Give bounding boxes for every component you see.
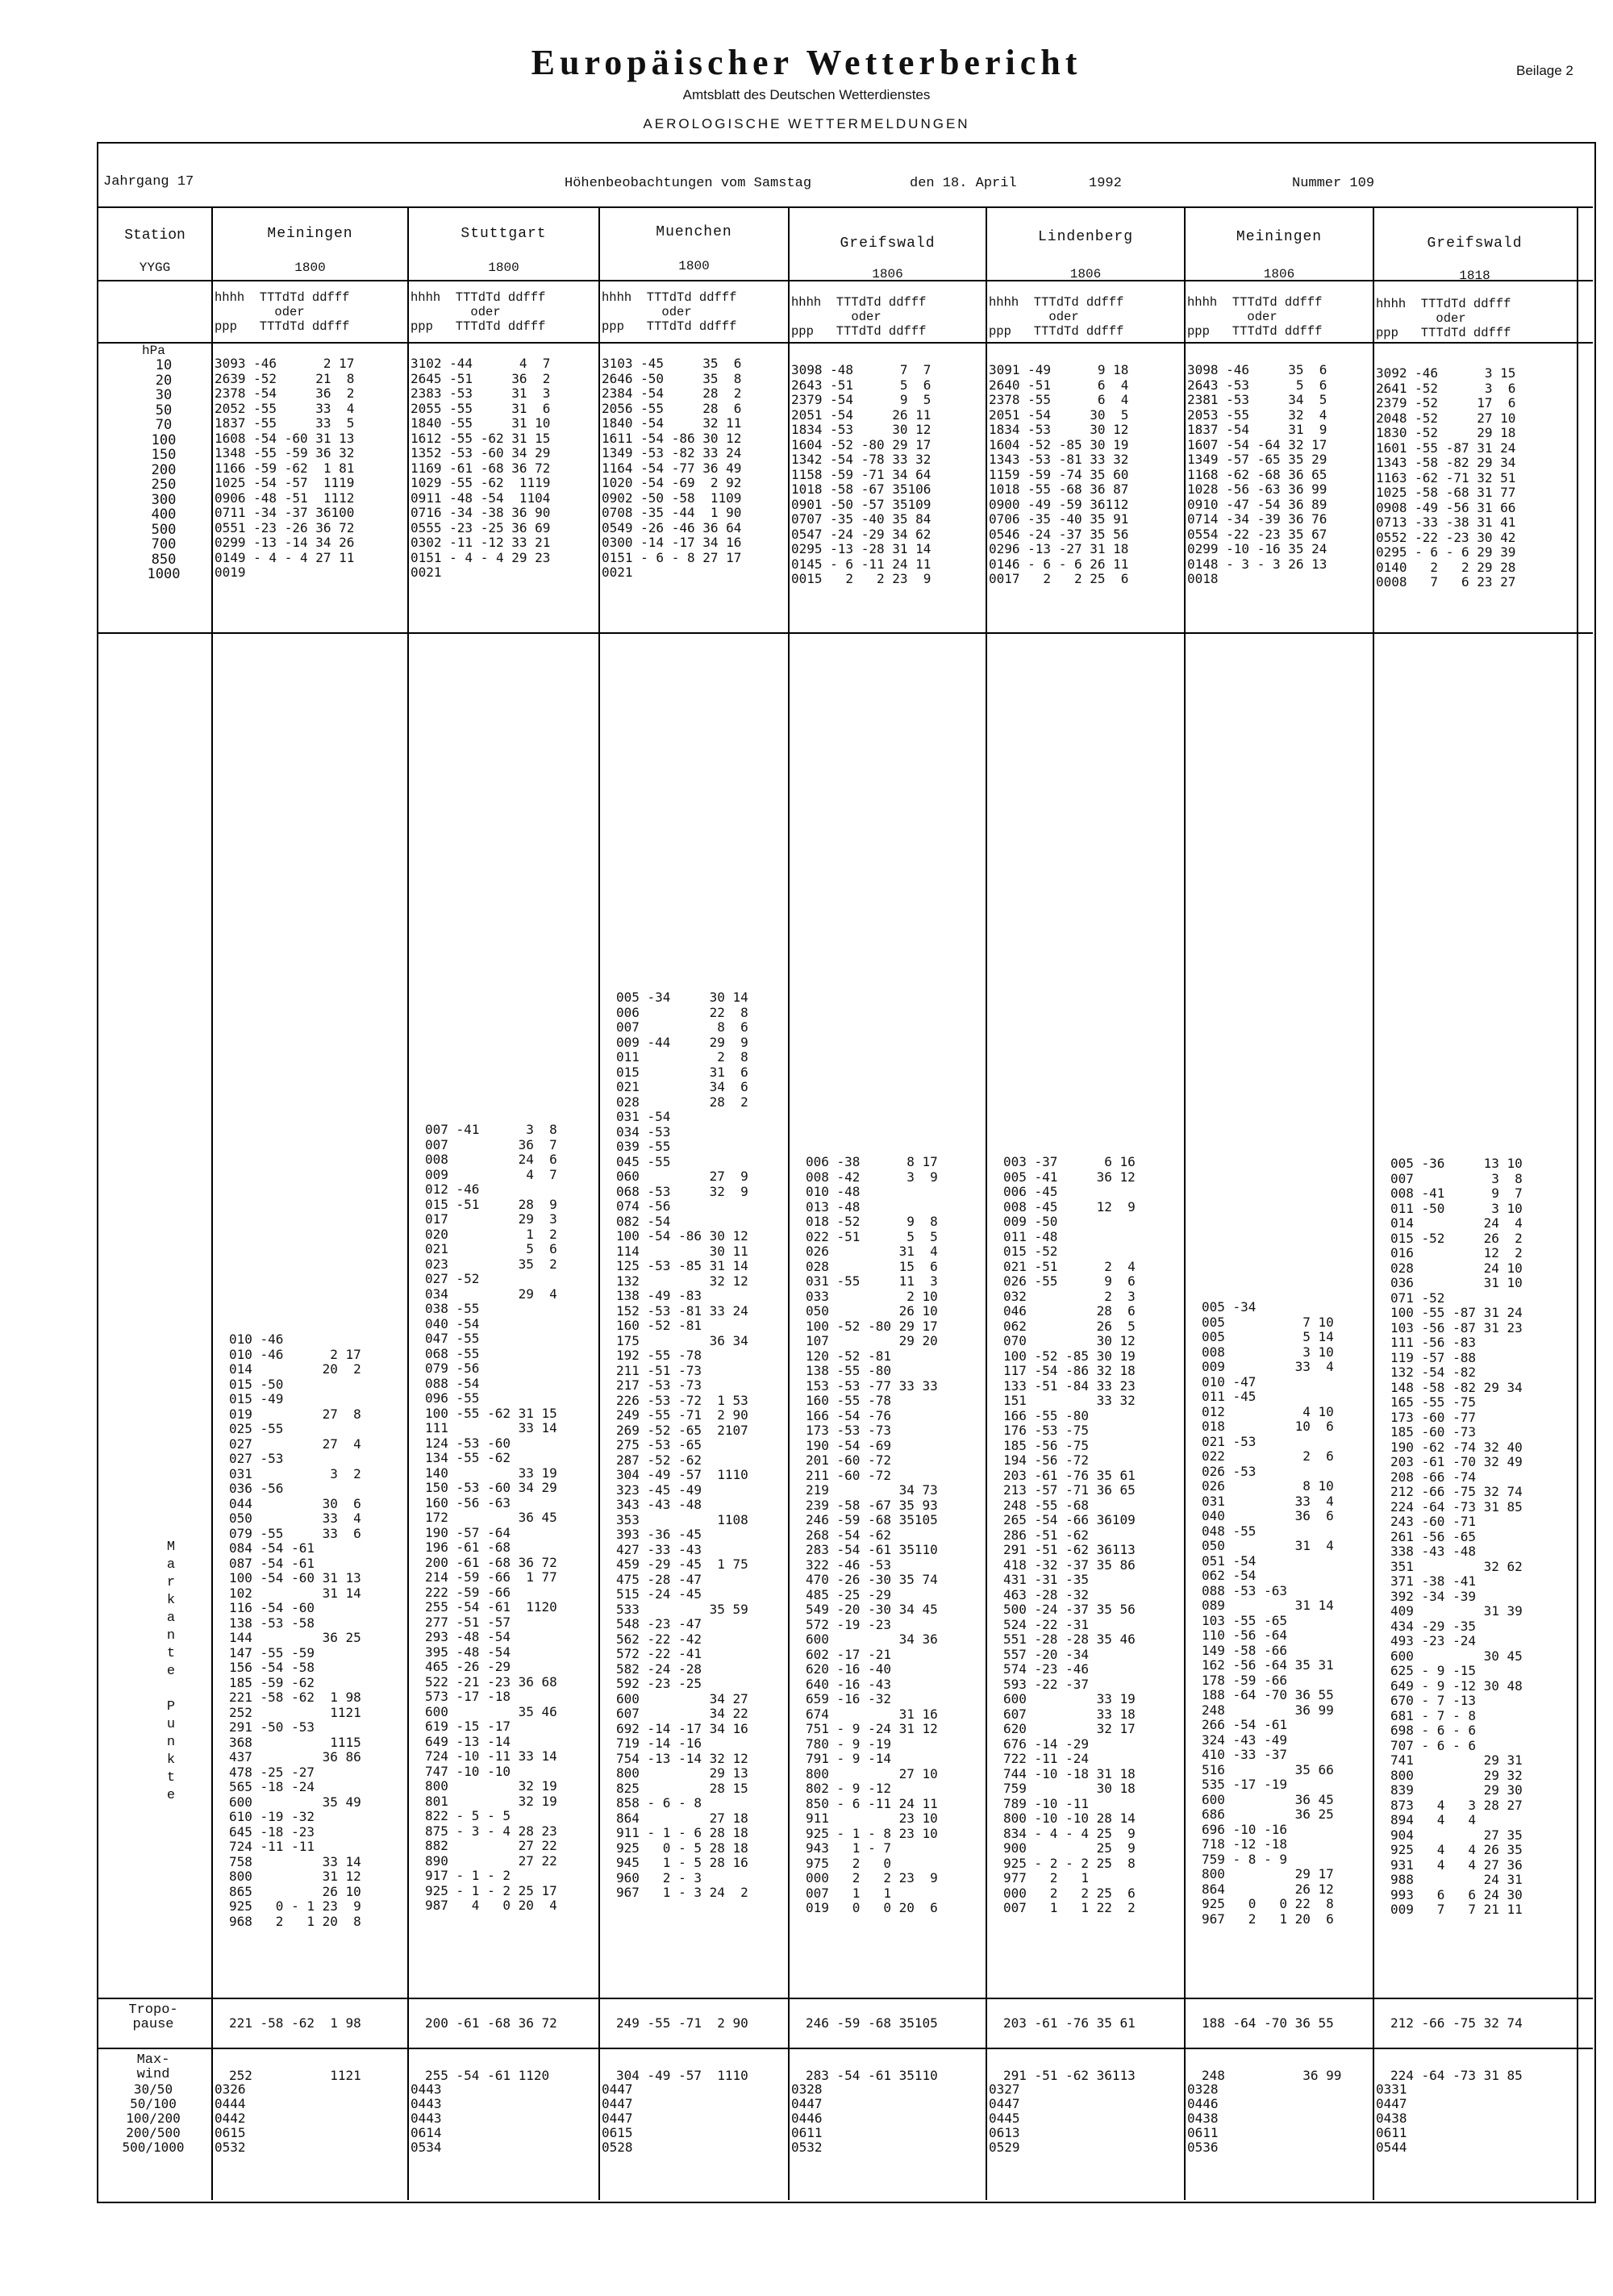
column-header: ppp TTTdTd ddfff [215, 319, 350, 334]
maxwind-values: 252 1121 [229, 2068, 361, 2083]
tropopause-values: 249 -55 -71 2 90 [616, 2015, 748, 2031]
column-header: hhhh TTTdTd ddfff [989, 295, 1124, 310]
significant-levels: 005 -36 13 10 007 3 8 008 -41 9 7 011 -50 3 10 014 24 4 015 -52 26 2 016 12 2 028 24 10 036 31 10 071 -52 100 -55 -87 31 24 103 -56 -87 31 23 111 -56 -83 119 -57 -88 132 -54 -82 148 -58 -82 29 34 165 -55 -75 173 -60 -77 185 -60 -73 190 -62 -74 32 40 203 -61 -70 32 49 208 -66 -74 212 -66 -75 32 74 224 -64 -73 31 85 243 -60 -71 261 -56 -65 338 -43 -48 351 32 62 371 -38 -41 392 -34 -39 409 31 39 434 -29 -35 493 -23 -24 600 30 45 625 - 9 -15 649 - 9 -12 30 48 670 - 7 -13 681 - 7 - 8 698 - 6 - 6 707 - 6 - 6 741 29 31 800 29 32 839 29 30 873 4 3 28 27 894 4 4 904 27 35 925 4 4 26 35 931 4 4 27 36 988 24 31 993 6 6 24 30 009 7 7 21 11 [1390, 1156, 1523, 1917]
page-title: Europäischer Wetterbericht [531, 43, 1082, 82]
standard-levels: 3098 -46 35 6 2643 -53 5 6 2381 -53 34 5 2053 -55 32 4 1837 -54 31 9 1607 -54 -64 32 17 1349 -57 -65 35 29 1168 -62 -68 36 65 1028 -56 -63 36 99 0910 -47 -54 36 89 0714 -34 -39 36 76 0554 -22 -23 35 67 0299 -10 -16 35 24 0148 - 3 - 3 26 13 0018 [1187, 362, 1327, 586]
maxwind-values: 291 -51 -62 36113 [1003, 2068, 1136, 2083]
tropopause-label: Tropo- pause [128, 2002, 178, 2032]
pressure-levels: 10 20 30 50 70 100 150 200 250 300 400 500 700 850 1000 [147, 357, 181, 582]
column-rule [211, 206, 213, 2200]
column-header: oder [989, 310, 1079, 324]
significant-levels: 010 -46 010 -46 2 17 014 20 2 015 -50 015 -49 019 27 8 025 -55 027 27 4 027 -53 031 3 2 036 -56 044 30 6 050 33 4 079 -55 33 6 084 -54 -61 087 -54 -61 100 -54 -60 31 13 102 31 14 116 -54 -60 138 -53 -58 144 36 25 147 -55 -59 156 -54 -58 185 -59 -62 221 -58 -62 1 98 252 1121 291 -50 -53 368 1115 437 36 86 478 -25 -27 565 -18 -24 600 35 49 610 -19 -32 645 -18 -23 724 -11 -11 758 33 14 800 31 12 865 26 10 925 0 - 1 23 9 968 2 1 20 8 [229, 1331, 361, 1929]
markante-letter: M [166, 1540, 176, 1555]
maxwind-values: 248 36 99 [1202, 2068, 1342, 2083]
issue-number: Nummer 109 [1292, 176, 1375, 191]
markante-letter: a [166, 1611, 176, 1626]
station-time: 1800 [488, 260, 519, 275]
shear-labels: 30/50 50/100 100/200 200/500 500/1000 [122, 2081, 185, 2155]
markante-letter: r [166, 1575, 176, 1590]
column-header: oder [215, 305, 305, 319]
column-header: oder [411, 305, 501, 319]
rule [97, 206, 1593, 208]
markante-letter: P [166, 1699, 176, 1715]
column-header: oder [791, 310, 882, 324]
station-time: 1806 [1069, 267, 1102, 281]
tropopause-values: 212 -66 -75 32 74 [1390, 2015, 1523, 2031]
maxwind-values: 255 -54 -61 1120 [425, 2068, 550, 2083]
maxwind-label: Max- wind [136, 2052, 170, 2082]
column-header: oder [602, 305, 692, 319]
station-time: 1800 [294, 260, 326, 275]
column-rule [788, 206, 790, 2200]
station-time: 1818 [1459, 269, 1490, 283]
markante-letter [161, 1681, 181, 1698]
supplement-label: Beilage 2 [1516, 63, 1573, 78]
station-time: 1800 [678, 259, 710, 273]
station-time: 1806 [1263, 267, 1295, 281]
column-rule [1373, 206, 1374, 2200]
column-rule [407, 206, 409, 2200]
column-rule [1577, 206, 1578, 2200]
year: 1992 [1089, 176, 1122, 191]
markante-letter: n [166, 1735, 176, 1750]
section-title: AEROLOGISCHE WETTERMELDUNGEN [643, 116, 970, 131]
tropopause-values: 221 -58 -62 1 98 [229, 2015, 361, 2031]
tropopause-values: 188 -64 -70 36 55 [1202, 2015, 1334, 2031]
station-name: Muenchen [656, 224, 732, 240]
column-header: hhhh TTTdTd ddfff [1376, 297, 1511, 311]
markante-letter: u [166, 1717, 176, 1732]
shear-values: 0328 0447 0446 0611 0532 [791, 2081, 823, 2155]
column-header: oder [1376, 311, 1466, 326]
column-rule [986, 206, 987, 2200]
station-name: Meiningen [1236, 229, 1323, 245]
shear-values: 0331 0447 0438 0611 0544 [1376, 2081, 1407, 2155]
maxwind-values: 304 -49 -57 1110 [616, 2068, 748, 2083]
yygg-label: YYGG [139, 260, 171, 275]
significant-levels: 003 -37 6 16 005 -41 36 12 006 -45 008 -45 12 9 009 -50 011 -48 015 -52 021 -51 2 4 026 -55 9 6 032 2 3 046 28 6 062 26 5 070 30 12 100 -52 -85 30 19 117 -54 -86 32 18 133 -51 -84 33 23 151 33 32 166 -55 -80 176 -53 -75 185 -56 -75 194 -56 -72 203 -61 -76 35 61 213 -57 -71 36 65 248 -55 -68 265 -54 -66 36109 286 -51 -62 291 -51 -62 36113 418 -32 -37 35 86 431 -31 -35 463 -28 -32 500 -24 -37 35 56 524 -22 -31 551 -28 -28 35 46 557 -20 -34 574 -23 -46 593 -22 -37 600 33 19 607 33 18 620 32 17 676 -14 -29 722 -11 -24 744 -10 -18 31 18 759 30 18 789 -10 -11 800 -10 -10 28 14 834 - 4 - 4 25 9 900 25 9 925 - 2 - 2 25 8 977 2 1 000 2 2 25 6 007 1 1 22 2 [1003, 1154, 1136, 1915]
rule [97, 2048, 1593, 2049]
shear-values: 0443 0443 0443 0614 0534 [411, 2081, 442, 2155]
tropopause-values: 246 -59 -68 35105 [806, 2015, 938, 2031]
hpa-label: hPa [142, 344, 165, 358]
rule [97, 342, 1593, 344]
column-rule [1184, 206, 1186, 2200]
station-name: Stuttgart [461, 226, 547, 242]
station-name: Meiningen [267, 226, 353, 242]
station-name: Greifswald [840, 235, 936, 252]
markante-letter: e [166, 1664, 176, 1679]
column-header: hhhh TTTdTd ddfff [602, 290, 737, 305]
column-header: oder [1187, 310, 1277, 324]
observation-title: Höhenbeobachtungen vom Samstag [565, 176, 812, 191]
column-header: hhhh TTTdTd ddfff [791, 295, 927, 310]
significant-levels: 007 -41 3 8 007 36 7 008 24 6 009 4 7 012 -46 015 -51 28 9 017 29 3 020 1 2 021 5 6 023 35 2 027 -52 034 29 4 038 -55 040 -54 047 -55 068 -55 079 -56 088 -54 096 -55 100 -55 -62 31 15 111 33 14 124 -53 -60 134 -55 -62 140 33 19 150 -53 -60 34 29 160 -56 -63 172 36 45 190 -57 -64 196 -61 -68 200 -61 -68 36 72 214 -59 -66 1 77 222 -59 -66 255 -54 -61 1120 277 -51 -57 293 -48 -54 395 -48 -54 465 -26 -29 522 -21 -23 36 68 573 -17 -18 600 35 46 619 -15 -17 649 -13 -14 724 -10 -11 33 14 747 -10 -10 800 32 19 801 32 19 822 - 5 - 5 875 - 3 - 4 28 23 882 27 22 890 27 22 917 - 1 - 2 925 - 1 - 2 25 17 987 4 0 20 4 [425, 1122, 557, 1913]
markante-letter: a [166, 1557, 176, 1573]
significant-levels: 006 -38 8 17 008 -42 3 9 010 -48 013 -48 018 -52 9 8 022 -51 5 5 026 31 4 028 15 6 031 -55 11 3 033 2 10 050 26 10 100 -52 -80 29 17 107 29 20 120 -52 -81 138 -55 -80 153 -53 -77 33 33 160 -55 -78 166 -54 -76 173 -53 -73 190 -54 -69 201 -60 -72 211 -60 -72 219 34 73 239 -58 -67 35 93 246 -59 -68 35105 268 -54 -62 283 -54 -61 35110 322 -46 -53 470 -26 -30 35 74 485 -25 -29 549 -20 -30 34 45 572 -19 -23 600 34 36 602 -17 -21 620 -16 -40 640 -16 -43 659 -16 -32 674 31 16 751 - 9 -24 31 12 780 - 9 -19 791 - 9 -14 800 27 10 802 - 9 -12 850 - 6 -11 24 11 911 23 10 925 - 1 - 8 23 10 943 1 - 7 975 2 0 000 2 2 23 9 007 1 1 019 0 0 20 6 [806, 1154, 938, 1915]
maxwind-values: 283 -54 -61 35110 [806, 2068, 938, 2083]
markante-letter: k [166, 1593, 176, 1608]
shear-values: 0447 0447 0447 0615 0528 [602, 2081, 633, 2155]
date: den 18. April [910, 176, 1017, 191]
column-header: ppp TTTdTd ddfff [989, 324, 1124, 339]
markante-letter: e [166, 1788, 176, 1803]
markante-letter: k [166, 1752, 176, 1768]
markante-letter: t [166, 1646, 176, 1661]
column-header: ppp TTTdTd ddfff [602, 319, 737, 334]
standard-levels: 3092 -46 3 15 2641 -52 3 6 2379 -52 17 6 2048 -52 27 10 1830 -52 29 18 1601 -55 -87 31 24 1343 -58 -82 29 34 1163 -62 -71 32 51 1025 -58 -68 31 77 0908 -49 -56 31 66 0713 -33 -38 31 41 0552 -22 -23 30 42 0295 - 6 - 6 29 39 0140 2 2 29 28 0008 7 6 23 27 [1376, 365, 1516, 590]
column-header: ppp TTTdTd ddfff [1187, 324, 1323, 339]
column-rule [598, 206, 600, 2200]
column-header: hhhh TTTdTd ddfff [215, 290, 350, 305]
standard-levels: 3103 -45 35 6 2646 -50 35 8 2384 -54 28 2 2056 -55 28 6 1840 -54 32 11 1611 -54 -86 30 12 1349 -53 -82 33 24 1164 -54 -77 36 49 1020 -54 -69 2 92 0902 -50 -58 1109 0708 -35 -44 1 90 0549 -26 -46 36 64 0300 -14 -17 34 16 0151 - 6 - 8 27 17 0021 [602, 356, 742, 580]
shear-values: 0326 0444 0442 0615 0532 [215, 2081, 246, 2155]
column-header: ppp TTTdTd ddfff [1376, 326, 1511, 340]
station-name: Greifswald [1427, 235, 1523, 252]
significant-levels: 005 -34 30 14 006 22 8 007 8 6 009 -44 29 9 011 2 8 015 31 6 021 34 6 028 28 2 031 -54 034 -53 039 -55 045 -55 060 27 9 068 -53 32 9 074 -56 082 -54 100 -54 -86 30 12 114 30 11 125 -53 -85 31 14 132 32 12 138 -49 -83 152 -53 -81 33 24 160 -52 -81 175 36 34 192 -55 -78 211 -51 -73 217 -53 -73 226 -53 -72 1 53 249 -55 -71 2 90 269 -52 -65 2107 275 -53 -65 287 -52 -62 304 -49 -57 1110 323 -45 -49 343 -43 -48 353 1108 393 -36 -45 427 -33 -43 459 -29 -45 1 75 475 -28 -47 515 -24 -45 533 35 59 548 -23 -47 562 -22 -42 572 -22 -41 582 -24 -28 592 -23 -25 600 34 27 607 34 22 692 -14 -17 34 16 719 -14 -16 754 -13 -14 32 12 800 29 13 825 28 15 858 - 6 - 8 864 27 18 911 - 1 - 6 28 18 925 0 - 5 28 18 945 1 - 5 28 16 960 2 - 3 967 1 - 3 24 2 [616, 990, 748, 1900]
standard-levels: 3098 -48 7 7 2643 -51 5 6 2379 -54 9 5 2051 -54 26 11 1834 -53 30 12 1604 -52 -80 29 17 1342 -54 -78 33 32 1158 -59 -71 34 64 1018 -58 -67 35106 0901 -50 -57 35109 0707 -35 -40 35 84 0547 -24 -29 34 62 0295 -13 -28 31 14 0145 - 6 -11 24 11 0015 2 2 23 9 [791, 362, 932, 586]
markante-letter: n [166, 1628, 176, 1644]
tropopause-values: 200 -61 -68 36 72 [425, 2015, 557, 2031]
subtitle: Amtsblatt des Deutschen Wetterdienstes [682, 87, 931, 102]
column-header: ppp TTTdTd ddfff [411, 319, 546, 334]
column-header: hhhh TTTdTd ddfff [411, 290, 546, 305]
shear-values: 0327 0447 0445 0613 0529 [989, 2081, 1020, 2155]
station-label: Station [124, 227, 185, 244]
tropopause-values: 203 -61 -76 35 61 [1003, 2015, 1136, 2031]
rule [97, 632, 1593, 634]
rule [97, 1998, 1593, 1999]
column-header: hhhh TTTdTd ddfff [1187, 295, 1323, 310]
significant-levels: 005 -34 005 7 10 005 5 14 008 3 10 009 33 4 010 -47 011 -45 012 4 10 018 10 6 021 -53 022 2 6 026 -53 026 8 10 031 33 4 040 36 6 048 -55 050 31 4 051 -54 062 -54 088 -53 -63 089 31 14 103 -55 -65 110 -56 -64 149 -58 -66 162 -56 -64 35 31 178 -59 -66 188 -64 -70 36 55 248 36 99 266 -54 -61 324 -43 -49 410 -33 -37 516 35 66 535 -17 -19 600 36 45 686 36 25 696 -10 -16 718 -12 -18 759 - 8 - 9 800 29 17 864 26 12 925 0 0 22 8 967 2 1 20 6 [1202, 1299, 1334, 1927]
station-name: Lindenberg [1037, 229, 1134, 245]
station-time: 1806 [872, 267, 903, 281]
standard-levels: 3091 -49 9 18 2640 -51 6 4 2378 -55 6 4 2051 -54 30 5 1834 -53 30 12 1604 -52 -85 30 19 1343 -53 -81 33 32 1159 -59 -74 35 60 1018 -55 -68 36 87 0900 -49 -59 36112 0706 -35 -40 35 91 0546 -24 -37 35 56 0296 -13 -27 31 18 0146 - 6 - 6 26 11 0017 2 2 25 6 [989, 362, 1129, 586]
maxwind-values: 224 -64 -73 31 85 [1390, 2068, 1523, 2083]
markante-punkte-label [161, 1539, 181, 1805]
standard-levels: 3093 -46 2 17 2639 -52 21 8 2378 -54 36 2 2052 -55 33 4 1837 -55 33 5 1608 -54 -60 31 13 1348 -55 -59 36 32 1166 -59 -62 1 81 1025 -54 -57 1119 0906 -48 -51 1112 0711 -34 -37 36100 0551 -23 -26 36 72 0299 -13 -14 34 26 0149 - 4 - 4 27 11 0019 [215, 356, 355, 580]
shear-values: 0328 0446 0438 0611 0536 [1187, 2081, 1219, 2155]
markante-letter: t [166, 1770, 176, 1786]
volume: Jahrgang 17 [103, 174, 194, 190]
standard-levels: 3102 -44 4 7 2645 -51 36 2 2383 -53 31 3 2055 -55 31 6 1840 -55 31 10 1612 -55 -62 31 15 1352 -53 -60 34 29 1169 -61 -68 36 72 1029 -55 -62 1119 0911 -48 -54 1104 0716 -34 -38 36 90 0555 -23 -25 36 69 0302 -11 -12 33 21 0151 - 4 - 4 29 23 0021 [411, 356, 551, 580]
column-header: ppp TTTdTd ddfff [791, 324, 927, 339]
